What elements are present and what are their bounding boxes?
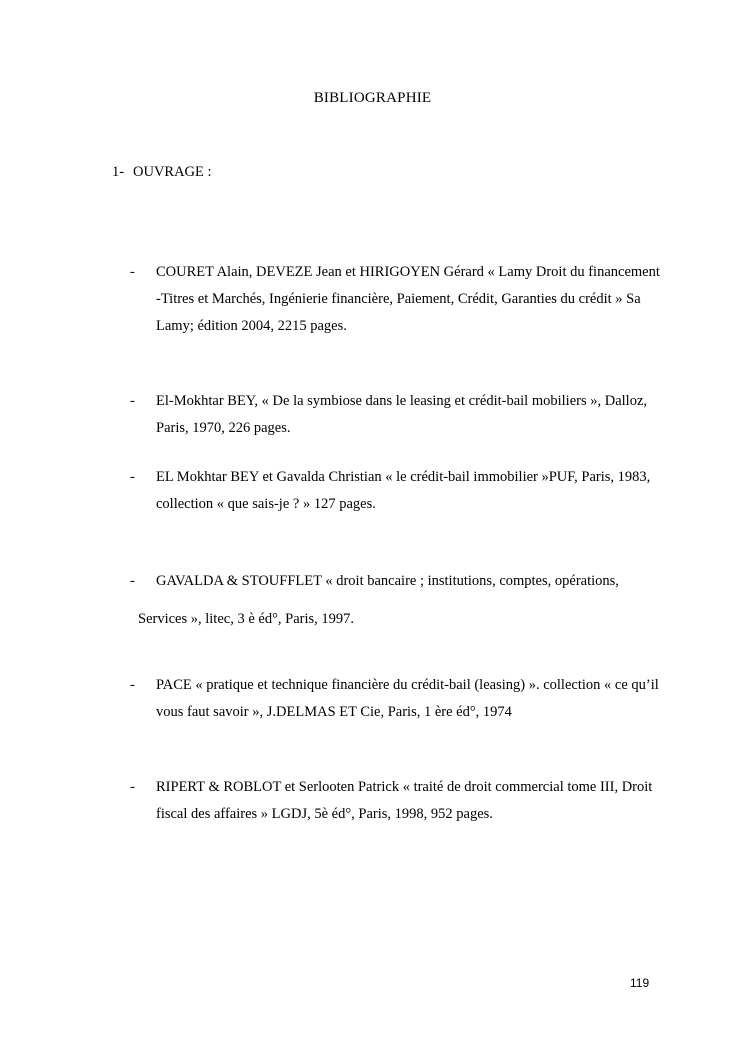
page-title: BIBLIOGRAPHIE — [313, 90, 432, 106]
section-heading — [112, 164, 212, 181]
page-number: 119 — [630, 976, 650, 990]
bibliography-entry-ripert-roblot — [130, 774, 660, 828]
entry-bullet: - — [130, 573, 135, 589]
section-label: OUVRAGE : — [133, 164, 212, 180]
bibliography-entry-couret — [130, 259, 660, 340]
section-number: 1- — [112, 164, 125, 180]
entry-bullet: - — [130, 677, 135, 693]
bibliography-entry-gavalda-stoufflet — [130, 568, 690, 595]
bibliography-entry-bey-gavalda — [130, 464, 660, 518]
entry-continuation-line: Services », litec, 3 è éd°, Paris, 1997. — [138, 611, 354, 627]
entry-bullet: - — [130, 264, 135, 280]
entry-text: COURET Alain, DEVEZE Jean et HIRIGOYEN Gérard « Lamy Droit du financement -Titres et Marchés, Ingénierie financière, Paiement, Crédit, Garanties du crédit » Sa Lamy; édition 2004, 2215 pages. — [156, 264, 660, 334]
entry-text: EL Mokhtar BEY et Gavalda Christian « le crédit-bail immobilier »PUF, Paris, 1983, collection « que sais-je ? » 127 pages. — [156, 469, 651, 512]
entry-bullet: - — [130, 469, 135, 485]
bibliography-entry-pace — [130, 672, 660, 726]
entry-text: El-Mokhtar BEY, « De la symbiose dans le leasing et crédit-bail mobiliers », Dalloz, Paris, 1970, 226 pages. — [156, 393, 648, 436]
bibliography-entry-el-mokhtar-bey — [130, 388, 660, 442]
entry-bullet: - — [130, 393, 135, 409]
entry-bullet: - — [130, 779, 135, 795]
entry-text: PACE « pratique et technique financière du crédit-bail (leasing) ». collection « ce qu’il vous faut savoir », J.DELMAS ET Cie, Paris, 1 ère éd°, 1974 — [156, 677, 659, 720]
entry-text: GAVALDA & STOUFFLET « droit bancaire ; institutions, comptes, opérations, — [156, 573, 619, 589]
entry-text: RIPERT & ROBLOT et Serlooten Patrick « traité de droit commercial tome III, Droit fiscal des affaires » LGDJ, 5è éd°, Paris, 1998, 952 pages. — [156, 779, 653, 822]
